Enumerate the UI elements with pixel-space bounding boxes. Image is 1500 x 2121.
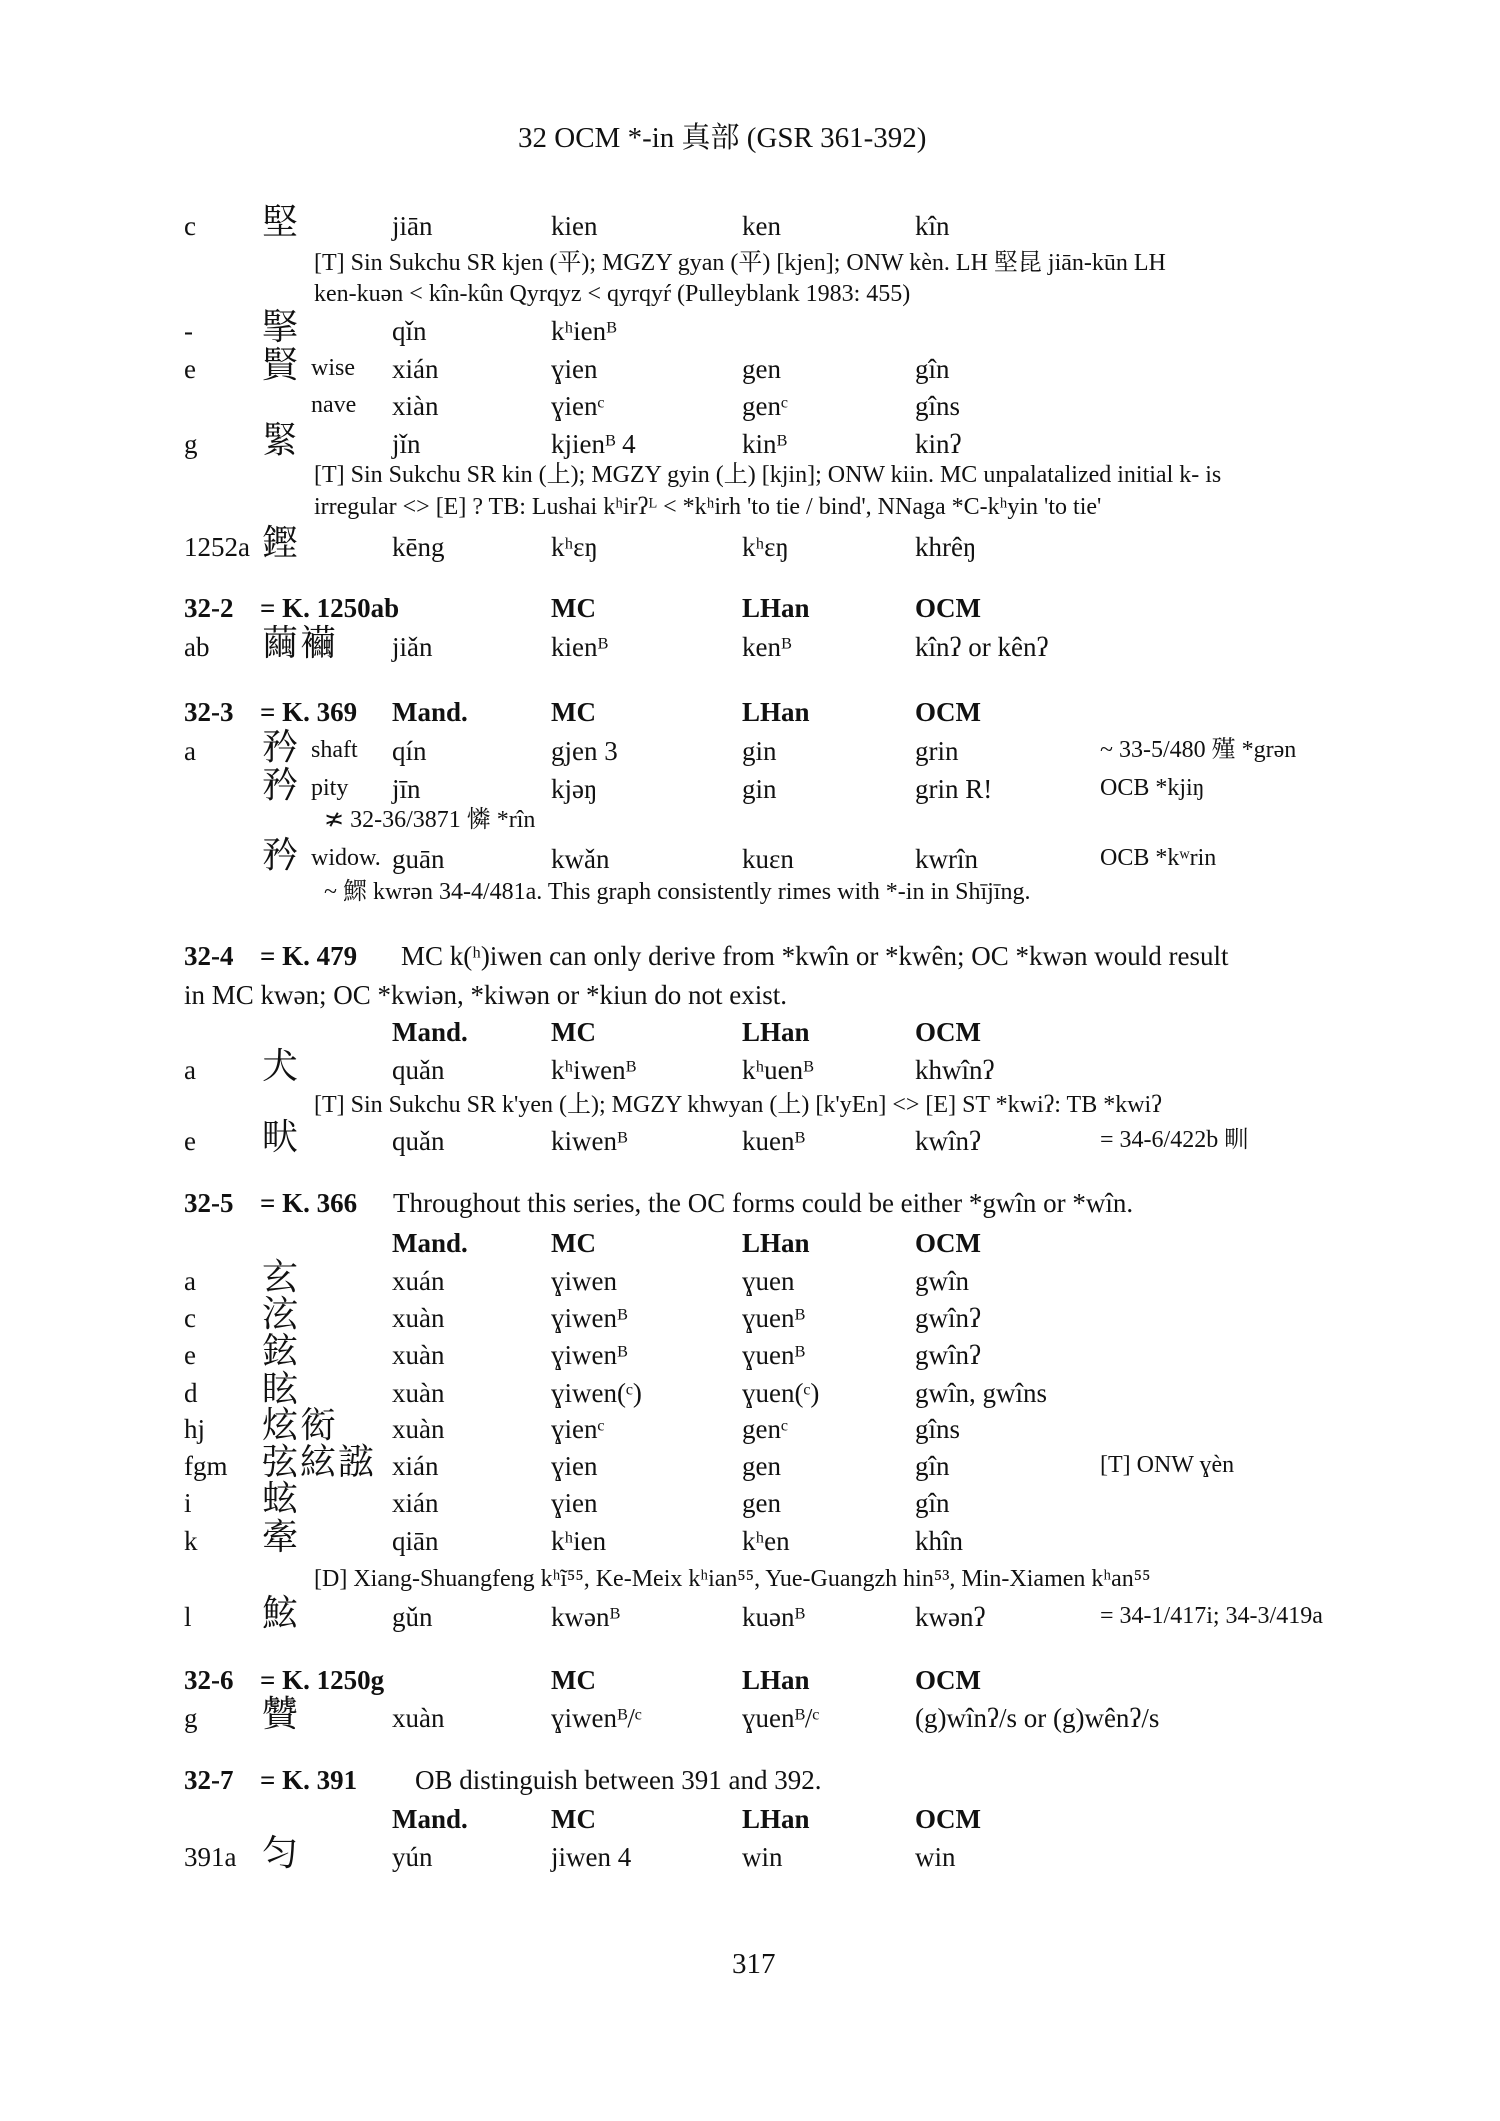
entry-character: 矜 [262,835,301,875]
entry-ocm: kinʔ [915,429,962,459]
entry-middle-chinese: kienᴮ [551,632,608,662]
entry-later-han: ɣuen [742,1266,795,1296]
entry-key: a [184,736,196,766]
entry-later-han: kuənᴮ [742,1602,805,1632]
entry-middle-chinese: ɣien [551,1451,598,1481]
entry-later-han: ɣuen(ᶜ) [742,1378,820,1408]
entry-later-han: kinᴮ [742,429,787,459]
entry-key: g [184,429,198,459]
entry-middle-chinese: ɣiwen [551,1266,617,1296]
entry-key: c [184,1303,196,1333]
entry-character: 弦絃誸 [262,1442,377,1482]
entry-key: ab [184,632,210,662]
entry-later-han: kʰuenᴮ [742,1055,814,1085]
entry-mandarin: qǐn [392,316,427,346]
entry-later-han: gen [742,354,781,384]
entry-later-han: ɣuenᴮ/ᶜ [742,1703,820,1733]
entry-ocm: kwînʔ [915,1126,981,1156]
entry-later-han: ɣuenᴮ [742,1303,805,1333]
entry-ocm: gwînʔ [915,1303,981,1333]
entry-mandarin: xuàn [392,1303,445,1333]
entry-crossref: = 34-6/422b 甽 [1100,1127,1249,1153]
entry-ocm: gîn [915,1488,950,1518]
entry-ocm: gîns [915,391,961,421]
entry-key: e [184,354,196,384]
column-header-ocm: OCM [915,1804,981,1834]
entry-gloss: nave [311,392,357,418]
entry-middle-chinese: ɣienᶜ [551,1414,605,1444]
entry-later-han: gen [742,1488,781,1518]
entry-note: ken-kuən < kîn-kûn Qyrqyz < qyrqyŕ (Pulleyblank 1983: 455) [314,281,911,307]
entry-ocm: gîns [915,1414,961,1444]
entry-crossref: [T] ONW ɣèn [1100,1452,1235,1478]
page-title: 32 OCM *-in 真部 (GSR 361-392) [518,122,927,154]
entry-character: 矜 [262,765,301,805]
entry-key: g [184,1703,198,1733]
entry-mandarin: jiān [392,211,433,241]
entry-middle-chinese: kiwenᴮ [551,1126,628,1156]
series-intro: OB distinguish between 391 and 392. [415,1765,822,1795]
series-intro: Throughout this series, the OC forms could be either *gwîn or *wîn. [393,1188,1134,1218]
entry-middle-chinese: ɣiwenᴮ [551,1340,628,1370]
entry-later-han: win [742,1842,783,1872]
column-header-mand: Mand. [392,1228,468,1258]
entry-crossref: OCB *kjiŋ [1100,775,1205,801]
entry-later-han: gen [742,1451,781,1481]
entry-key: 1252a [184,532,250,562]
entry-later-han: gin [742,774,777,804]
entry-gloss: wise [311,355,355,381]
entry-middle-chinese: kʰiwenᴮ [551,1055,637,1085]
entry-character: 緊 [262,420,301,460]
entry-character: 犬 [262,1046,301,1086]
entry-character: 掔 [262,307,301,347]
entry-character: 牽 [262,1517,301,1557]
entry-crossref: ~ 33-5/480 殣 *grən [1100,737,1297,763]
entry-middle-chinese: gjen 3 [551,736,618,766]
entry-key: i [184,1488,192,1518]
entry-later-han: genᶜ [742,391,788,421]
entry-key: hj [184,1414,206,1444]
entry-key: a [184,1055,196,1085]
column-header-mand: Mand. [392,697,468,727]
entry-mandarin: gǔn [392,1602,433,1632]
entry-note: [T] Sin Sukchu SR kin (上); MGZY gyin (上) [kjin]; ONW kiin. MC unpalatalized initial k- is [314,462,1222,488]
entry-character: 蚿 [262,1479,301,1519]
column-header-lhan: LHan [742,697,810,727]
entry-ocm: gîn [915,1451,950,1481]
entry-later-han: kʰɛŋ [742,532,789,562]
entry-ocm: win [915,1842,956,1872]
entry-mandarin: xián [392,1451,439,1481]
entry-gloss: pity [311,775,349,801]
entry-mandarin: quǎn [392,1055,445,1085]
entry-mandarin: quǎn [392,1126,445,1156]
column-header-ocm: OCM [915,1228,981,1258]
entry-mandarin: yún [392,1842,433,1872]
entry-ocm: gwîn [915,1266,969,1296]
entry-key: 391a [184,1842,237,1872]
entry-mandarin: xián [392,1488,439,1518]
entry-mandarin: jīn [392,774,421,804]
entry-mandarin: xuán [392,1266,445,1296]
entry-mandarin: xuàn [392,1414,445,1444]
entry-ocm: khrêŋ [915,532,977,562]
karlgren-ref: = K. 479 [260,941,358,971]
entry-middle-chinese: kjienᴮ 4 [551,429,636,459]
column-header-mc: MC [551,1228,596,1258]
entry-key: fgm [184,1451,228,1481]
karlgren-ref: = K. 366 [260,1188,358,1218]
series-number: 32-2 [184,593,234,623]
column-header-lhan: LHan [742,1228,810,1258]
entry-ocm: khwînʔ [915,1055,995,1085]
entry-later-han: gin [742,736,777,766]
column-header-lhan: LHan [742,1017,810,1047]
column-header-mc: MC [551,1665,596,1695]
entry-later-han: genᶜ [742,1414,788,1444]
entry-character: 炫衒 [262,1405,339,1445]
entry-note: ~ 鰥 kwrən 34-4/481a. This graph consistently rimes with *-in in Shījīng. [324,879,1031,905]
entry-key: e [184,1126,196,1156]
entry-mandarin: xuàn [392,1340,445,1370]
entry-crossref: OCB *kʷrin [1100,845,1217,871]
entry-ocm: gîn [915,354,950,384]
entry-ocm: gwîn, gwîns [915,1378,1048,1408]
entry-key: e [184,1340,196,1370]
entry-mandarin: xián [392,354,439,384]
entry-crossref: = 34-1/417i; 34-3/419a [1100,1603,1323,1629]
entry-mandarin: jiǎn [392,632,433,662]
entry-character: 矜 [262,727,301,767]
entry-ocm: (g)wînʔ/s or (g)wênʔ/s [915,1703,1160,1733]
entry-ocm: kîn [915,211,950,241]
entry-gloss: widow. [311,845,381,871]
karlgren-ref: = K. 1250g [260,1665,385,1695]
page-number: 317 [732,1948,776,1980]
column-header-mc: MC [551,1017,596,1047]
entry-later-han: kuɛn [742,844,794,874]
entry-key: a [184,1266,196,1296]
entry-mandarin: jǐn [392,429,421,459]
entry-ocm: khîn [915,1526,964,1556]
column-header-ocm: OCM [915,1665,981,1695]
entry-mandarin: xiàn [392,391,439,421]
entry-middle-chinese: kʰɛŋ [551,532,598,562]
entry-note: [D] Xiang-Shuangfeng kʰĩ⁵⁵, Ke-Meix kʰian⁵⁵, Yue-Guangzh hin⁵³, Min-Xiamen kʰan⁵⁵ [314,1566,1151,1592]
entry-key: l [184,1602,192,1632]
entry-middle-chinese: kien [551,211,598,241]
entry-character: 繭襺 [262,623,339,663]
entry-middle-chinese: ɣiwenᴮ/ᶜ [551,1703,642,1733]
entry-middle-chinese: jiwen 4 [551,1842,632,1872]
entry-later-han: kʰen [742,1526,790,1556]
entry-key: k [184,1526,198,1556]
column-header-mc: MC [551,697,596,727]
karlgren-ref: = K. 391 [260,1765,358,1795]
entry-gloss: shaft [311,737,358,763]
column-header-lhan: LHan [742,1804,810,1834]
entry-ocm: kwənʔ [915,1602,986,1632]
column-header-mand: Mand. [392,1804,468,1834]
entry-character: 贙 [262,1694,301,1734]
entry-character: 鏗 [262,523,301,563]
entry-middle-chinese: kʰienᴮ [551,316,617,346]
entry-character: 賢 [262,345,301,385]
entry-middle-chinese: kwənᴮ [551,1602,620,1632]
column-header-ocm: OCM [915,593,981,623]
entry-later-han: ɣuenᴮ [742,1340,805,1370]
column-header-ocm: OCM [915,1017,981,1047]
entry-key: - [184,316,193,346]
series-number: 32-4 [184,941,234,971]
entry-mandarin: qín [392,736,427,766]
entry-ocm: grin [915,736,959,766]
entry-character: 眩 [262,1369,301,1409]
entry-middle-chinese: ɣiwen(ᶜ) [551,1378,642,1408]
entry-character: 畎 [262,1117,301,1157]
entry-middle-chinese: kʰien [551,1526,607,1556]
entry-character: 鉉 [262,1331,301,1371]
entry-middle-chinese: ɣien [551,354,598,384]
entry-later-han: kuenᴮ [742,1126,805,1156]
entry-character: 匀 [262,1833,301,1873]
entry-later-han: ken [742,211,781,241]
entry-mandarin: xuàn [392,1378,445,1408]
entry-note: [T] Sin Sukchu SR k'yen (上); MGZY khwyan (上) [k'yEn] <> [E] ST *kwiʔ: TB *kwiʔ [314,1092,1162,1118]
column-header-mc: MC [551,593,596,623]
series-intro: MC k(ʰ)iwen can only derive from *kwîn or *kwên; OC *kwən would result [401,941,1229,971]
entry-ocm: gwînʔ [915,1340,981,1370]
column-header-mand: Mand. [392,1017,468,1047]
entry-mandarin: guān [392,844,445,874]
entry-ocm: kwrîn [915,844,978,874]
series-intro-cont: in MC kwən; OC *kwiən, *kiwən or *kiun do not exist. [184,980,787,1010]
series-number: 32-6 [184,1665,234,1695]
entry-later-han: kenᴮ [742,632,792,662]
entry-mandarin: qiān [392,1526,439,1556]
entry-middle-chinese: kjəŋ [551,774,598,804]
column-header-lhan: LHan [742,593,810,623]
entry-character: 泫 [262,1294,301,1334]
column-header-lhan: LHan [742,1665,810,1695]
entry-note: [T] Sin Sukchu SR kjen (平); MGZY gyan (平) [kjen]; ONW kèn. LH 堅昆 jiān-kūn LH [314,250,1166,276]
entry-character: 堅 [262,202,301,242]
entry-mandarin: xuàn [392,1703,445,1733]
entry-note: irregular <> [E] ? TB: Lushai kʰirʔᴸ < *kʰirh 'to tie / bind', NNaga *C-kʰyin 'to tie' [314,494,1102,520]
entry-character: 玄 [262,1257,301,1297]
entry-key: d [184,1378,198,1408]
entry-ocm: grin R! [915,774,993,804]
entry-middle-chinese: kwǎn [551,844,610,874]
entry-ocm: kînʔ or kênʔ [915,632,1049,662]
series-number: 32-3 [184,697,234,727]
entry-middle-chinese: ɣienᶜ [551,391,605,421]
entry-note: ≭ 32-36/3871 憐 *rîn [324,807,536,833]
series-number: 32-5 [184,1188,234,1218]
karlgren-ref: = K. 1250ab [260,593,400,623]
column-header-ocm: OCM [915,697,981,727]
series-number: 32-7 [184,1765,234,1795]
entry-middle-chinese: ɣien [551,1488,598,1518]
entry-key: c [184,211,196,241]
karlgren-ref: = K. 369 [260,697,358,727]
column-header-mc: MC [551,1804,596,1834]
entry-middle-chinese: ɣiwenᴮ [551,1303,628,1333]
entry-character: 鮌 [262,1593,301,1633]
entry-mandarin: kēng [392,532,445,562]
